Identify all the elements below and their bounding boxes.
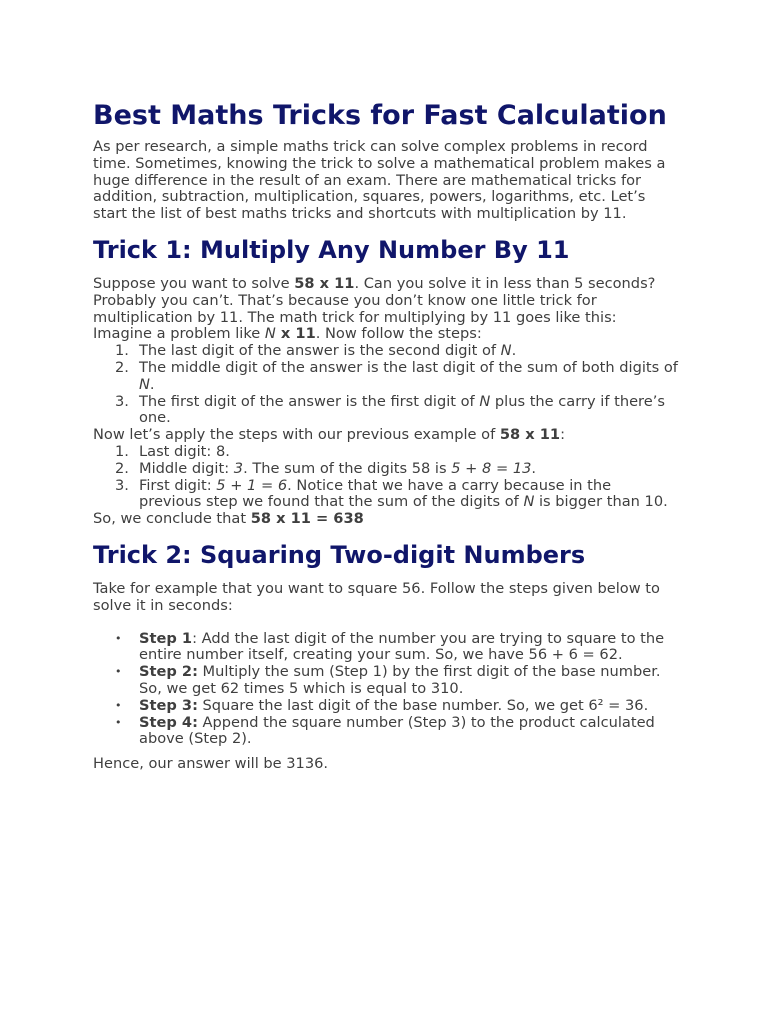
trick1-example-list xyxy=(93,444,678,511)
bullet-icon: • xyxy=(115,665,122,679)
bullet-icon: • xyxy=(115,631,122,645)
trick2-answer: Hence, our answer will be 3136. xyxy=(93,755,329,773)
list-item: • Step 2: Multiply the sum (Step 1) by the first digit of the base number. So, we get 62 times 5 which is equal to 310. xyxy=(115,663,661,697)
intro-paragraph: As per research, a simple maths trick can solve complex problems in record time. Sometimes, knowing the trick to solve a mathematical problem makes a huge difference in the result of an exam. There are mathematical tricks for addition, subtraction, multiplication, squares, powers, logarithms, etc. Let’s start the list of best maths tricks and shortcuts with multiplication by 11. xyxy=(93,138,666,223)
list-item: • Step 4: Append the square number (Step 3) to the product calculated above (Step 2). xyxy=(115,713,655,748)
list-item: • Step 1: Add the last digit of the number you are trying to square to the entire number itself, creating your sum. So, we have 56 + 6 = 62. xyxy=(115,629,665,664)
trick1-steps-list xyxy=(93,343,678,427)
trick2-intro: Take for example that you want to square 56. Follow the steps given below to solve it in seconds: xyxy=(93,579,660,614)
list-item: 2. The middle digit of the answer is the last digit of the sum of both digits of N. xyxy=(115,358,678,393)
bullet-icon: • xyxy=(115,698,122,712)
list-item: • Step 3: Square the last digit of the base number. So, we get 6² = 36. xyxy=(115,696,649,714)
document-page xyxy=(93,100,678,773)
bullet-icon: • xyxy=(115,715,122,729)
list-item: 3. First digit: 5 + 1 = 6. Notice that we have a carry because in the previous step we found that the sum of the digits of N is bigger than 10. xyxy=(115,476,668,511)
list-item: 3. The first digit of the answer is the first digit of N plus the carry if there’s one. xyxy=(115,392,665,427)
document-title: Best Maths Tricks for Fast Calculation xyxy=(93,100,667,131)
list-item: 1. The last digit of the answer is the second digit of N. xyxy=(115,342,517,360)
list-item: 1. Last digit: 8. xyxy=(115,442,230,460)
trick1-conclusion: So, we conclude that 58 x 11 = 638 xyxy=(93,510,364,528)
trick1-heading: Trick 1: Multiply Any Number By 11 xyxy=(93,235,570,264)
trick1-paragraph-2: Imagine a problem like N x 11. Now follow the steps: xyxy=(93,325,482,343)
list-item: 2. Middle digit: 3. The sum of the digits 58 is 5 + 8 = 13. xyxy=(115,459,537,477)
trick2-steps-list xyxy=(93,631,678,749)
trick1-paragraph-3: Now let’s apply the steps with our previous example of 58 x 11: xyxy=(93,426,565,444)
trick1-paragraph-1: Suppose you want to solve 58 x 11. Can you solve it in less than 5 seconds? Probably you can’t. That’s because you don’t know one little trick for multiplication by 11. The math trick for multiplying by 11 goes like this: xyxy=(93,274,656,326)
trick2-heading: Trick 2: Squaring Two-digit Numbers xyxy=(93,540,586,569)
